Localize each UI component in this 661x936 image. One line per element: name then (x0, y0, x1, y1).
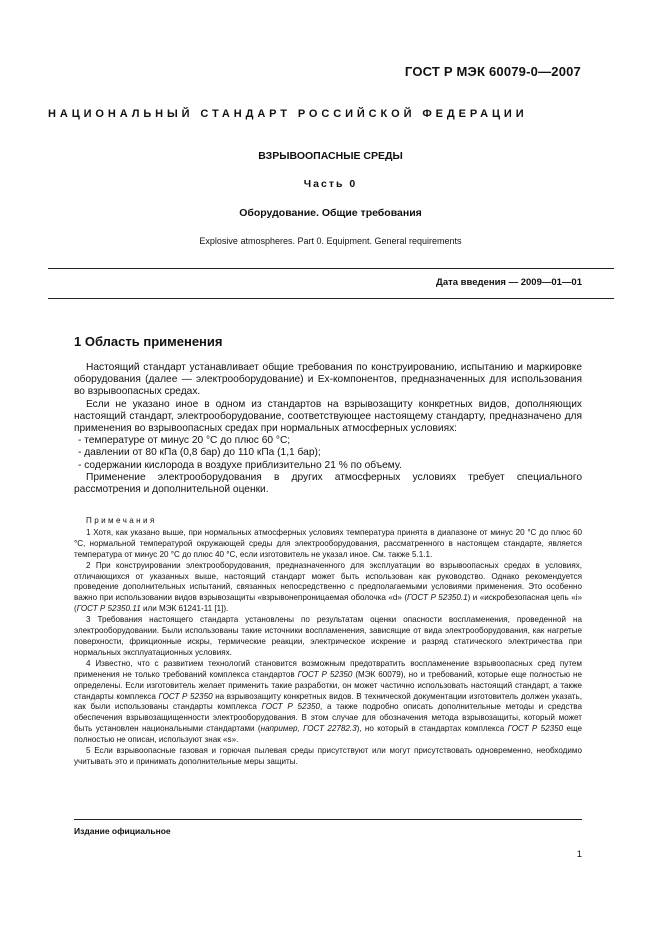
section-body (74, 362, 582, 496)
edition-divider (74, 819, 582, 820)
edition-label: Издание официальное (74, 826, 171, 836)
page-number: 1 (576, 849, 582, 860)
list-item: - температуре от минус 20 °С до плюс 60 °С; (78, 435, 291, 447)
note-5: 5 Если взрывоопасные газовая и горючая пылевая среды присутствуют или могут присутствовать одновременно, необходимо учитывать это и принимать дополнительные меры защиты. (74, 746, 582, 766)
english-title: Explosive atmospheres. Part 0. Equipment. General requirements (199, 236, 462, 246)
divider-top (48, 268, 614, 269)
document-subtitle: Оборудование. Общие требования (239, 207, 422, 219)
introduction-date: Дата введения — 2009—01—01 (436, 277, 582, 288)
paragraph: Настоящий стандарт устанавливает общие требования по конструированию, испытанию и маркировке оборудования (далее — электрооборудование) и Ex-компонентов, предназначенных для использования во взрывоопасных средах. (74, 362, 582, 398)
section-heading: 1 Область применения (74, 334, 223, 349)
divider-bottom (48, 298, 614, 299)
notes-block (74, 516, 582, 768)
document-code: ГОСТ Р МЭК 60079-0—2007 (404, 64, 581, 79)
paragraph: Если не указано иное в одном из стандартов на взрывозащиту конкретных видов, дополняющих настоящий стандарт, электрооборудование, соответствующее настоящему стандарту, предназначено для применения во взрывоопасных средах при нормальных атмосферных условиях: (74, 398, 582, 435)
notes-heading: Примечания (86, 516, 157, 525)
note-2: 2 При конструировании электрооборудования, предназначенного для эксплуатации во взрывоопасных средах в условиях, отличающихся от указанных выше, настоящий стандарт может быть использован как руководство. Однако рекомендуется проведение дополнительных испытаний, связанных непосредственно с предполагаемыми условиями применения. Это особенно важно при использовании видов взрывозащиты «взрывонепроницаемая оболочка «d» (ГОСТ Р 52350.1) и «искробезопасная цепь «i» (ГОСТ Р 52350.11 или МЭК 61241-11 [1]). (74, 560, 582, 614)
note-1: 1 Хотя, как указано выше, при нормальных атмосферных условиях температура принята в диапазоне от минус 20 °С до плюс 60 °С, нормальной температурой окружающей среды для электрооборудования, рассматренного в настоящем стандарте, является температура от минус 20 °С до плюс 40 °С, если изготовитель не указал иное. См. также 5.1.1. (74, 527, 582, 559)
list-item: - давлении от 80 кПа (0,8 бар) до 110 кПа (1,1 бар); (78, 447, 321, 459)
list-item: - содержании кислорода в воздухе приблизительно 21 % по объему. (78, 459, 402, 471)
document-title: ВЗРЫВООПАСНЫЕ СРЕДЫ (258, 150, 403, 162)
part-label: Часть 0 (303, 178, 358, 190)
note-3: 3 Требования настоящего стандарта установлены по результатам оценки опасности воспламенения, проведенной на электрооборудовании. Были использованы такие источники воспламенения, зависящие от вида электрооборудования, как нагретые поверхности, фрикционные искры, термические реакции, электрическое искрение и разряд статического электричества при нормальных эксплуатационных условиях. (74, 615, 582, 657)
national-standard-line: НАЦИОНАЛЬНЫЙ СТАНДАРТ РОССИЙСКОЙ ФЕДЕРАЦИИ (48, 108, 528, 120)
paragraph: Применение электрооборудования в других атмосферных условиях требует специального рассмотрения и дополнительной оценки. (74, 471, 582, 496)
note-4: 4 Известно, что с развитием технологий становится возможным предотвратить воспламенение взрывоопасных сред путем применения не только требований комплекса стандартов ГОСТ Р 52350 (МЭК 60079), но и требований, которые еще полностью не определены. Если изготовитель желает применить такие разработки, он может частично использовать настоящий стандарт, а также стандарты комплекса ГОСТ Р 52350 на взрывозащиту конкретных видов. В технической документации изготовитель должен указать, как были использованы стандарты комплекса ГОСТ Р 52350, а также подробно описать дополнительные методы и средства обеспечения взрывозащищенности электрооборудования. В этом случае для обозначения метода взрывозащиты, который может быть установлен национальными стандартами (например, ГОСТ 22782.3), но который в стандартах комплекса ГОСТ Р 52350 еще полностью не описан, используют знак «s». (74, 658, 583, 745)
